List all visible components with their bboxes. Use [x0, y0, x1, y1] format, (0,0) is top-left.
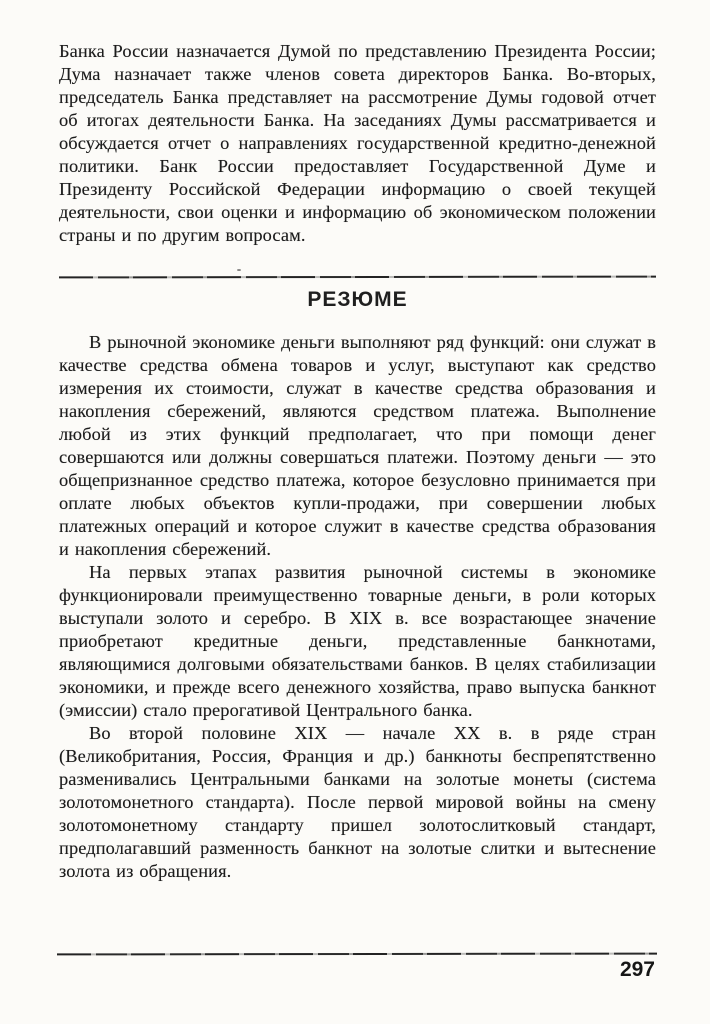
continuation-paragraph: Банка России назначается Думой по представлению Президента России; Дума назначает также членов совета директоров Банка. Во-вторых, председатель Банка представляет на рассмотрение Думы годовой отчет об итогах деятельности Банка. На заседаниях Думы рассматривается и обсуждается отчет о направлениях государственной кредитно-денежной политики. Банк России предоставляет Государственной Думе и Президенту Российской Федерации информацию о своей текущей деятельности, свои оценки и информацию об экономическом положении страны и по другим вопросам.: [59, 41, 656, 245]
page-number: 297: [619, 958, 655, 981]
resume-paragraph-2: На первых этапах развития рыночной системы в экономике функционировали преимущественно товарные деньги, в роли которых выступали золото и серебро. В XIX в. все возрастающее значение приобретают кредитные деньги, представленные банкнотами, являющимися долговыми обязательствами банков. В целях стабилизации экономики, и прежде всего денежного хозяйства, право выпуска банкнот (эмиссии) стало прерогативой Центрального банка.: [59, 562, 656, 720]
section-divider-rule: [59, 276, 656, 279]
page-footer: [57, 953, 657, 982]
resume-paragraph-3: Во второй половине XIX — начале XX в. в ряде стран (Великобритания, Россия, Франция и др.) банкноты беспрепятственно разменивались Центральными банками на золотые монеты (система золотомонетного стандарта). После первой мировой войны на смену золотомонетному стандарту пришел золотослитковый стандарт, предполагавший разменность банкнот на золотые слитки и вытеснение золота из обращения.: [59, 723, 656, 881]
footer-rule: [57, 953, 657, 956]
section-heading: РЕЗЮМЕ: [307, 288, 408, 311]
resume-paragraph-1: В рыночной экономике деньги выполняют ряд функций: они служат в качестве средства обмена товаров и услуг, выступают как средство измерения их стоимости, служат в качестве средства образования и накопления сбережений, являются средством платежа. Выполнение любой из этих функций предполагает, что при помощи денег совершаются или должны совершаться платежи. Поэтому деньги — это общепризнанное средство платежа, которое безусловно принимается при оплате любых объектов купли-продажи, при совершении любых платежных операций и которое служит в качестве средства образования и накопления сбережений.: [59, 332, 656, 559]
text-block: [59, 40, 656, 883]
